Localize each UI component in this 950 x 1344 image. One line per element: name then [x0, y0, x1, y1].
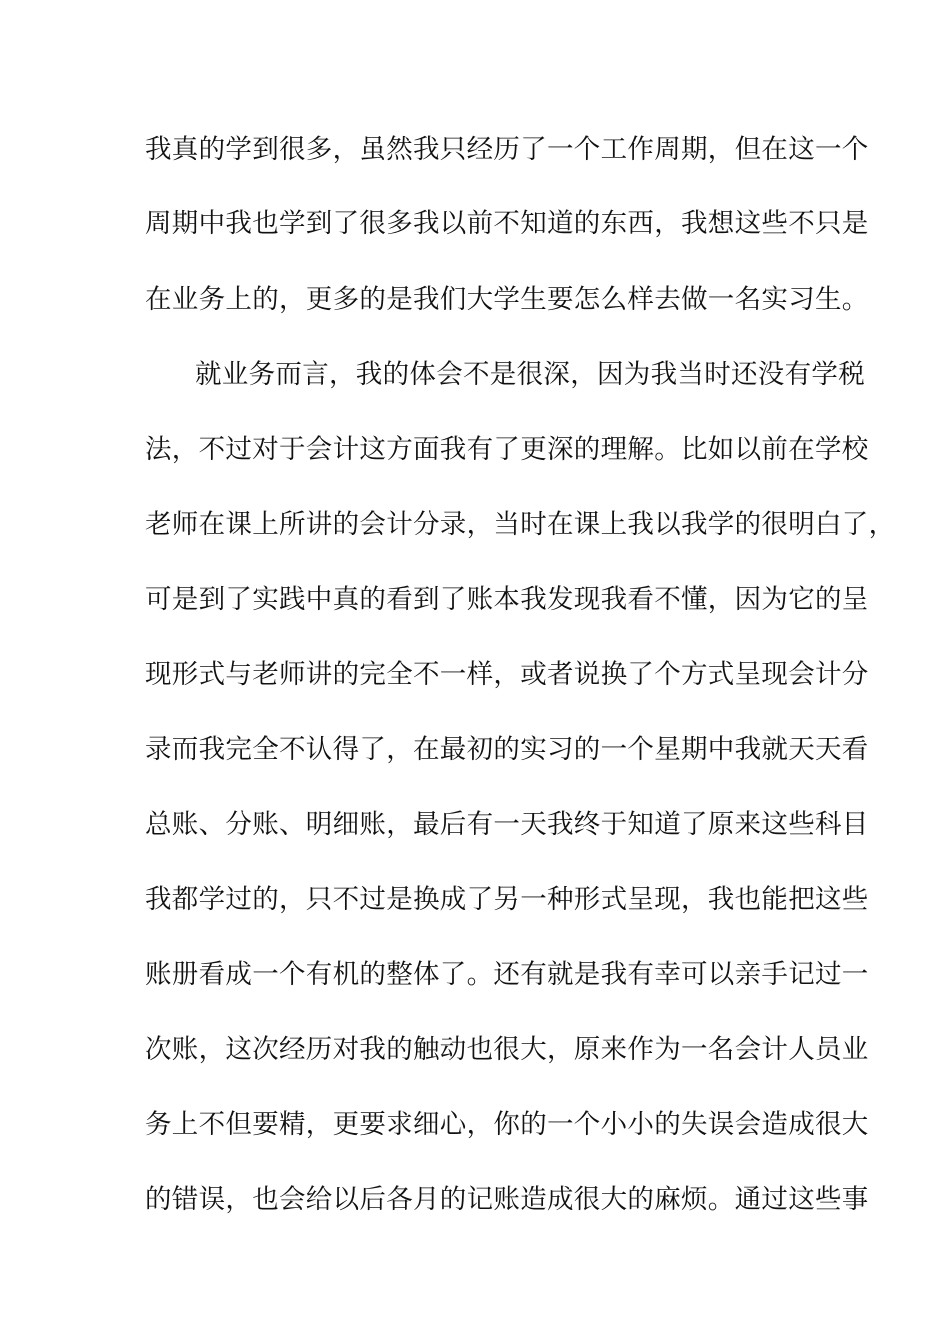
text-line: 我真的学到很多，虽然我只经历了一个工作周期，但在这一个: [145, 134, 869, 165]
paragraph-first-line: 就业务而言，我的体会不是很深，因为我当时还没有学税: [195, 359, 865, 390]
text-line: 务上不但要精，更要求细心，你的一个小小的失误会造成很大: [145, 1109, 869, 1140]
text-line: 老师在课上所讲的会计分录，当时在课上我以我学的很明白了，: [145, 509, 896, 540]
text-line: 总账、分账、明细账，最后有一天我终于知道了原来这些科目: [145, 809, 869, 840]
text-line: 账册看成一个有机的整体了。还有就是我有幸可以亲手记过一: [145, 959, 869, 990]
text-line: 的错误，也会给以后各月的记账造成很大的麻烦。通过这些事: [145, 1184, 869, 1215]
text-line: 在业务上的，更多的是我们大学生要怎么样去做一名实习生。: [145, 284, 869, 315]
text-line: 次账，这次经历对我的触动也很大，原来作为一名会计人员业: [145, 1034, 869, 1065]
text-line: 法，不过对于会计这方面我有了更深的理解。比如以前在学校: [145, 434, 869, 465]
text-line: 录而我完全不认得了，在最初的实习的一个星期中我就天天看: [145, 734, 869, 765]
text-line: 可是到了实践中真的看到了账本我发现我看不懂，因为它的呈: [145, 584, 869, 615]
text-line: 现形式与老师讲的完全不一样，或者说换了个方式呈现会计分: [145, 659, 869, 690]
text-line: 我都学过的，只不过是换成了另一种形式呈现，我也能把这些: [145, 884, 869, 915]
text-line: 周期中我也学到了很多我以前不知道的东西，我想这些不只是: [145, 208, 869, 239]
